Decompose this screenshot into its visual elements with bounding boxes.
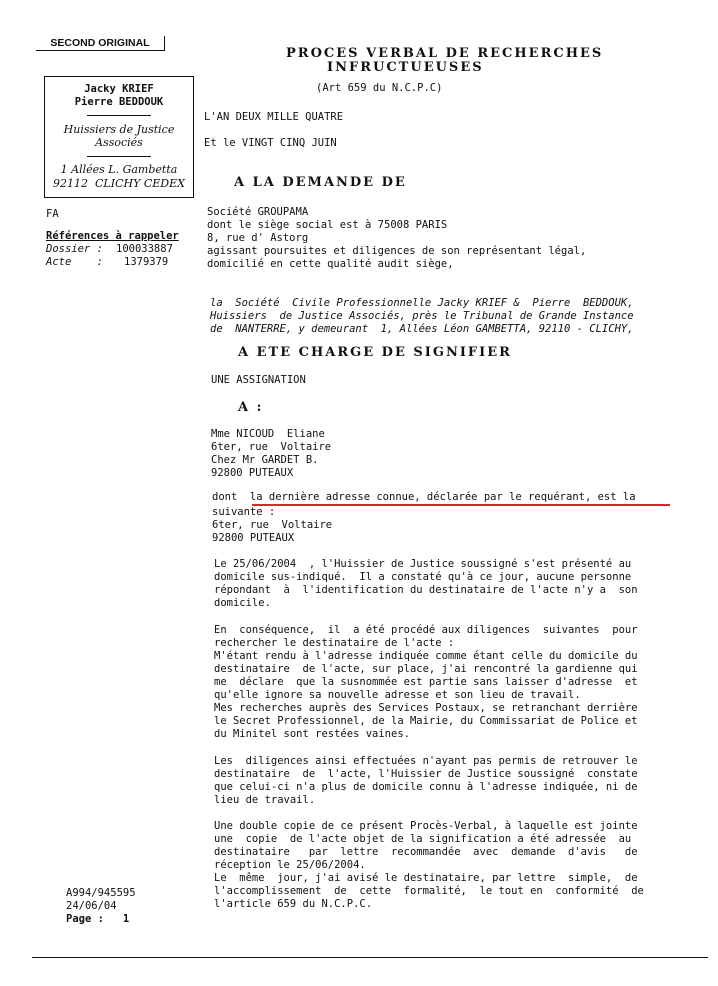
office-name-2: Pierre BEDDOUK (74, 96, 164, 108)
office-divider-2 (87, 156, 151, 157)
demande-line: agissant poursuites et diligences de son représentant légal, (207, 245, 587, 257)
body-p4-line: l'accomplissement de cette formalité, le tout en conformité de (214, 885, 644, 897)
year-line: L'AN DEUX MILLE QUATRE (204, 111, 344, 123)
destinataire-line: 6ter, rue Voltaire (211, 441, 332, 453)
body-p4-line: Une double copie de ce présent Procès-Verbal, à laquelle est jointe (214, 820, 638, 832)
acte-label: Acte : (46, 256, 103, 268)
body-p3-line: lieu de travail. (214, 794, 316, 806)
body-p1-line: domicile sus-indiqué. Il a constaté qu'à ce jour, aucune personne (214, 571, 632, 583)
dossier-label: Dossier : (46, 243, 103, 255)
body-p2-line: M'étant rendu à l'adresse indiquée comme étant celle du domicile du (214, 650, 638, 662)
footer-page: Page : 1 (66, 913, 130, 925)
scp-line: Huissiers de Justice Associés, près le Tribunal de Grande Instance (210, 310, 634, 322)
document-title-line-1: PROCES VERBAL DE RECHERCHES (286, 46, 604, 61)
body-p4-line: l'article 659 du N.C.P.C. (214, 898, 373, 910)
body-p2-line: En conséquence, il a été procédé aux diligences suivantes pour (214, 624, 638, 636)
office-divider-1 (87, 115, 151, 116)
derniere-adresse-line: dont la dernière adresse connue, déclarée par le requérant, est la (212, 491, 636, 503)
body-p2-line: le Secret Professionnel, de la Mairie, du Commissariat de Police et (214, 715, 638, 727)
body-p2-line: destinataire de l'acte, sur place, j'ai rencontré la gardienne qui (214, 663, 638, 675)
fa-mark: FA (46, 208, 59, 220)
red-underline (252, 504, 670, 506)
scp-line: la Société Civile Professionnelle Jacky KRIEF & Pierre BEDDOUK, (210, 297, 634, 309)
body-p1-line: Le 25/06/2004 , l'Huissier de Justice soussigné s'est présenté au (214, 558, 632, 570)
act-type: UNE ASSIGNATION (211, 374, 306, 386)
office-address-1: 1 Allées L. Gambetta (60, 163, 178, 176)
demande-line: 8, rue d' Astorg (207, 232, 309, 244)
demande-line: Société GROUPAMA (207, 206, 309, 218)
body-p2-line: me déclare que la susnommée est partie sans laisser d'adresse et (214, 676, 638, 688)
body-p4-line: Le même jour, j'ai avisé le destinataire, par lettre simple, de (214, 872, 638, 884)
body-p3-line: que celui-ci n'a plus de domicile connu à l'adresse indiquée, ni de (214, 781, 638, 793)
office-name-1: Jacky KRIEF (84, 83, 154, 95)
body-p3-line: Les diligences ainsi effectuées n'ayant pas permis de retrouver le (214, 755, 638, 767)
body-p4-line: destinataire par lettre recommandée avec demande d'avis de (214, 846, 638, 858)
destinataire-line: Mme NICOUD Eliane (211, 428, 325, 440)
office-box (44, 76, 194, 198)
scp-line: de NANTERRE, y demeurant 1, Allées Léon GAMBETTA, 92110 - CLICHY, (210, 323, 634, 335)
body-p1-line: répondant à l'identification du destinataire de l'acte n'y a son (214, 584, 638, 596)
body-p4-line: réception le 25/06/2004. (214, 859, 366, 871)
charge-heading: A ETE CHARGE DE SIGNIFIER (238, 345, 512, 360)
office-role-1: Huissiers de Justice (63, 123, 175, 136)
office-address-2: 92112 CLICHY CEDEX (53, 177, 185, 190)
body-p2-line: qu'elle ignore sa nouvelle adresse et son lieu de travail. (214, 689, 581, 701)
office-role-2: Associés (95, 136, 143, 149)
derniere-adresse-line: 92800 PUTEAUX (212, 532, 295, 544)
destinataire-heading: A : (238, 400, 264, 415)
demande-line: domicilié en cette qualité audit siège, (207, 258, 454, 270)
article-reference: (Art 659 du N.C.P.C) (316, 82, 443, 94)
acte-value: 1379379 (124, 256, 169, 268)
demande-line: dont le siège social est à 75008 PARIS (207, 219, 448, 231)
footer-divider (32, 957, 708, 958)
dossier-value: 100033887 (116, 243, 173, 255)
demande-heading: A LA DEMANDE DE (234, 175, 407, 190)
second-original-stamp: SECOND ORIGINAL (36, 36, 165, 51)
body-p4-line: une copie de l'acte objet de la signification a été adressée au (214, 833, 632, 845)
derniere-adresse-line: 6ter, rue Voltaire (212, 519, 333, 531)
destinataire-line: 92800 PUTEAUX (211, 467, 294, 479)
footer-ref: A994/945595 (66, 887, 136, 899)
destinataire-line: Chez Mr GARDET B. (211, 454, 319, 466)
body-p1-line: domicile. (214, 597, 271, 609)
body-p3-line: destinataire de l'acte, l'Huissier de Justice soussigné constate (214, 768, 638, 780)
references-label: Références à rappeler (46, 230, 179, 242)
derniere-adresse-line: suivante : (212, 506, 276, 518)
body-p2-line: du Minitel sont restées vaines. (214, 728, 410, 740)
footer-date: 24/06/04 (66, 900, 117, 912)
body-p2-line: rechercher le destinataire de l'acte : (214, 637, 455, 649)
date-line: Et le VINGT CINQ JUIN (204, 137, 337, 149)
document-title-line-2: INFRUCTUEUSES (327, 60, 484, 75)
body-p2-line: Mes recherches auprès des Services Postaux, se retranchant derrière (214, 702, 638, 714)
